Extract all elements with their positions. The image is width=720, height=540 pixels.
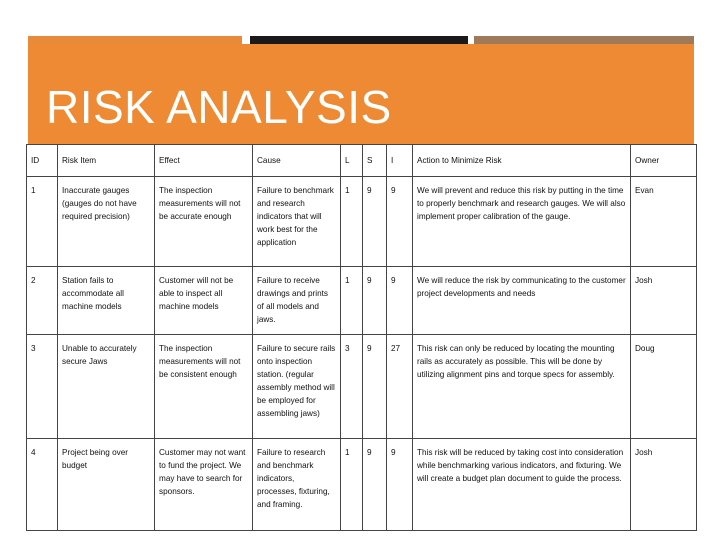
header-id: ID [27, 145, 58, 177]
cell-s: 9 [363, 439, 387, 531]
header-l: L [341, 145, 363, 177]
table-header-row [27, 145, 697, 177]
cell-l: 1 [341, 267, 363, 335]
cell-owner: Josh [631, 439, 697, 531]
title-banner [28, 44, 694, 144]
cell-i: 9 [387, 267, 413, 335]
cell-owner: Josh [631, 267, 697, 335]
cell-l: 1 [341, 439, 363, 531]
header-effect: Effect [155, 145, 253, 177]
risk-analysis-table [26, 144, 697, 531]
cell-s: 9 [363, 267, 387, 335]
cell-effect: Customer may not want to fund the project. We may have to search for sponsors. [155, 439, 253, 531]
header-i: I [387, 145, 413, 177]
cell-s: 9 [363, 177, 387, 267]
header-risk-item: Risk Item [58, 145, 155, 177]
cell-id: 4 [27, 439, 58, 531]
cell-action: We will prevent and reduce this risk by putting in the time to properly benchmark and research gauges. We will also implement proper calibration of the gauge. [413, 177, 631, 267]
slide-title: RISK ANALYSIS [46, 81, 392, 133]
cell-action: We will reduce the risk by communicating to the customer project developments and needs [413, 267, 631, 335]
header-owner: Owner [631, 145, 697, 177]
table-row [27, 267, 697, 335]
cell-effect: Customer will not be able to inspect all machine models [155, 267, 253, 335]
header-action: Action to Minimize Risk [413, 145, 631, 177]
cell-id: 3 [27, 335, 58, 439]
header-cause: Cause [253, 145, 341, 177]
header-s: S [363, 145, 387, 177]
cell-effect: The inspection measurements will not be accurate enough [155, 177, 253, 267]
cell-action: This risk will be reduced by taking cost into consideration while benchmarking various indicators, and fixturing. We will create a budget plan document to guide the process. [413, 439, 631, 531]
cell-id: 1 [27, 177, 58, 267]
cell-cause: Failure to secure rails onto inspection station. (regular assembly method will be employed for assembling jaws) [253, 335, 341, 439]
cell-cause: Failure to receive drawings and prints of all models and jaws. [253, 267, 341, 335]
cell-owner: Evan [631, 177, 697, 267]
accent-bar-brown [474, 36, 694, 44]
cell-risk-item: Inaccurate gauges (gauges do not have required precision) [58, 177, 155, 267]
accent-bar-black [250, 36, 468, 44]
table-row [27, 177, 697, 267]
cell-i: 9 [387, 439, 413, 531]
cell-l: 3 [341, 335, 363, 439]
cell-l: 1 [341, 177, 363, 267]
table-row [27, 335, 697, 439]
cell-risk-item: Station fails to accommodate all machine models [58, 267, 155, 335]
accent-bars [0, 36, 720, 44]
accent-bar-orange [28, 36, 242, 44]
cell-s: 9 [363, 335, 387, 439]
cell-owner: Doug [631, 335, 697, 439]
cell-action: This risk can only be reduced by locating the mounting rails as accurately as possible. This will be done by utilizing alignment pins and torque specs for assembly. [413, 335, 631, 439]
cell-id: 2 [27, 267, 58, 335]
cell-effect: The inspection measurements will not be consistent enough [155, 335, 253, 439]
cell-i: 9 [387, 177, 413, 267]
cell-risk-item: Unable to accurately secure Jaws [58, 335, 155, 439]
table-row [27, 439, 697, 531]
cell-i: 27 [387, 335, 413, 439]
cell-cause: Failure to benchmark and research indicators that will work best for the application [253, 177, 341, 267]
cell-risk-item: Project being over budget [58, 439, 155, 531]
cell-cause: Failure to research and benchmark indicators, processes, fixturing, and framing. [253, 439, 341, 531]
